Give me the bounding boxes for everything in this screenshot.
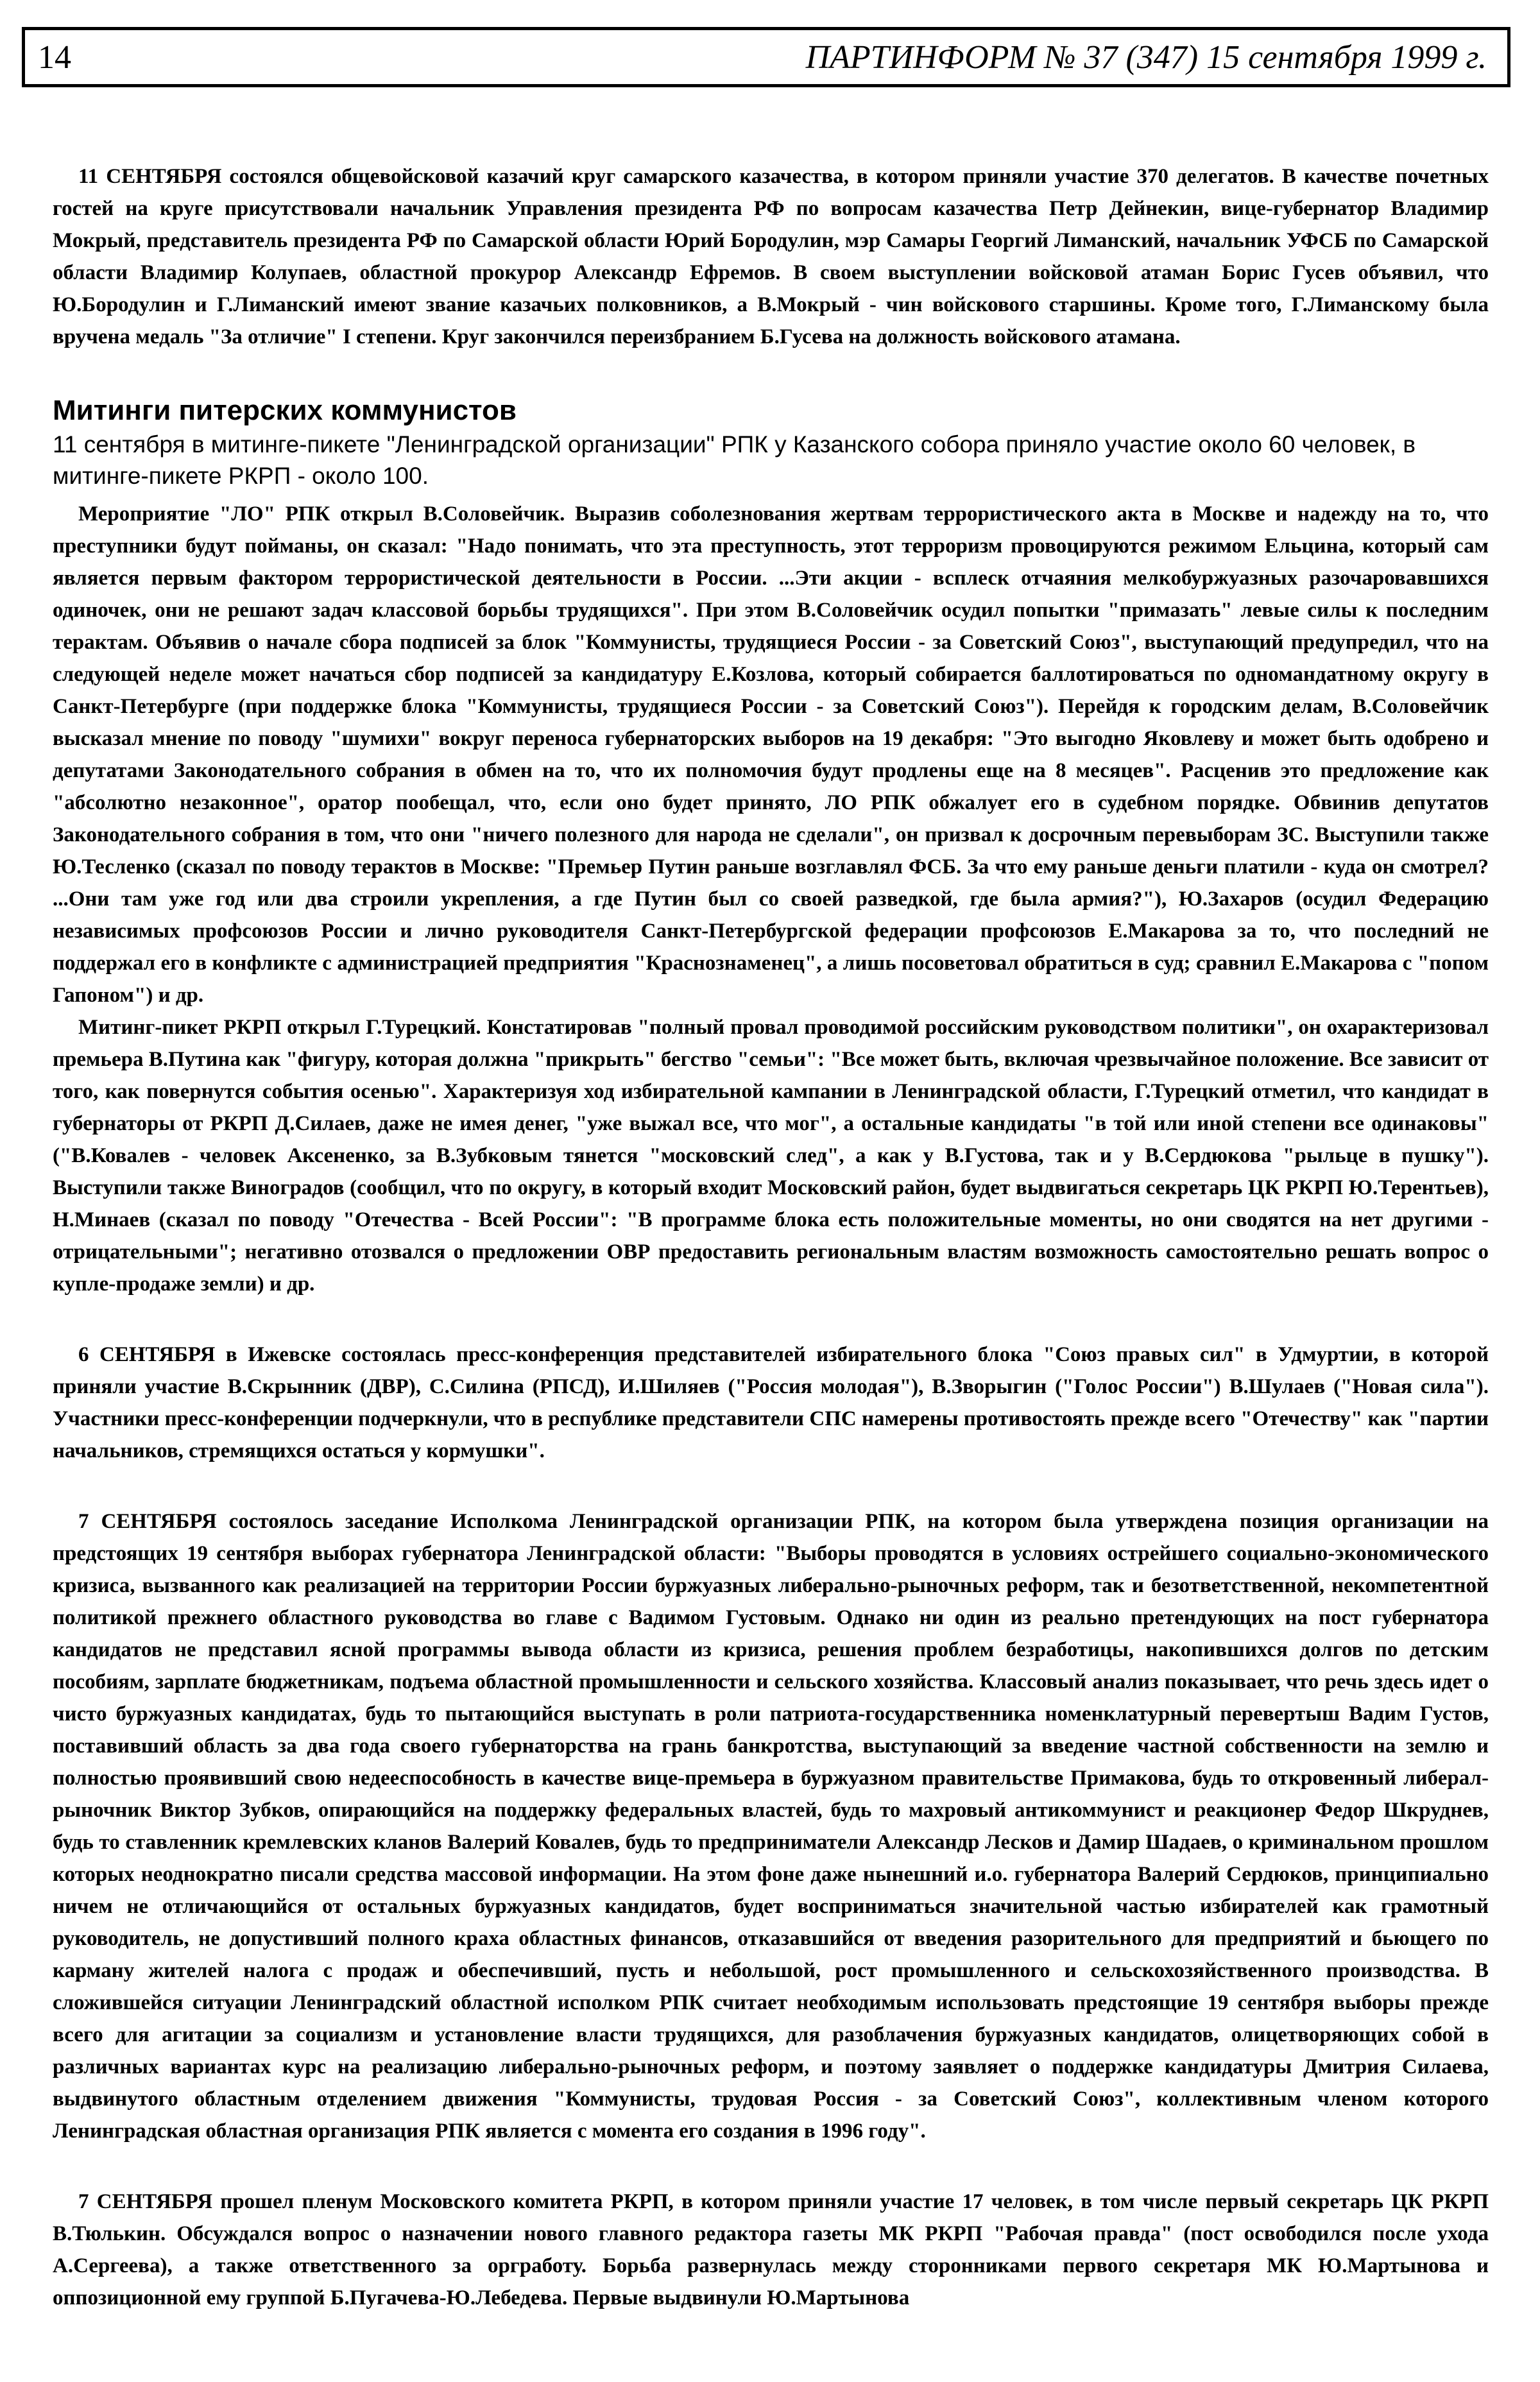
page-number: 14 <box>38 39 71 76</box>
article-ispolkom <box>53 1505 1489 2147</box>
article-date: 6 СЕНТЯБРЯ <box>78 1343 216 1366</box>
publication-title: ПАРТИНФОРМ № 37 (347) 15 сентября 1999 г. <box>805 39 1487 76</box>
spacer <box>53 1467 1489 1505</box>
newspaper-page <box>22 27 1510 2314</box>
article-text: состоялся общевойсковой казачий круг самарского казачества, в котором приняли участие 370 делегатов. В качестве почетных гостей на круге присутствовали начальник Управления президента РФ по вопросам казачества Петр Дейнекин, вице-губернатор Владимир Мокрый, представитель президента РФ по Самарской области Юрий Бородулин, мэр Самары Георгий Лиманский, начальник УФСБ по Самарской области Владимир Колупаев, областной прокурор Александр Ефремов. В своем выступлении войсковой атаман Борис Гусев объявил, что Ю.Бородулин и Г.Лиманский имеют звание казачьих полковников, а В.Мокрый - чин войскового старшины. Кроме того, Г.Лиманскому была вручена медаль "За отличие" I степени. Круг закончился переизбранием Б.Гусева на должность войскового атамана. <box>53 165 1489 348</box>
article-paragraph: Митинг-пикет РКРП открыл Г.Турецкий. Констатировав "полный провал проводимой российским руководством политики", он охарактеризовал премьера В.Путина как "фигуру, которая должна "прикрыть" бегство "семьи": "Все может быть, включая чрезвычайное положение. Все зависит от того, как повернутся события осенью". Характеризуя ход избирательной кампании в Ленинградской области, Г.Турецкий отметил, что кандидат в губернаторы от РКРП Д.Силаев, даже не имея денег, "уже выжал все, что мог", а остальные кандидаты "в той или иной степени все одинаковы" ("В.Ковалев - человек Аксененко, за В.Зубковым тянется "московский след", а как у В.Густова, так и у В.Сердюкова "рыльце в пушку"). Выступили также Виноградов (сообщил, что по округу, в который входит Московский район, будет выдвигаться секретарь ЦК РКРП Ю.Терентьев), Н.Минаев (сказал по поводу "Отечества - Всей России": "В программе блока есть положительные моменты, но они сводятся на нет другими - отрицательными"; негативно отозвался о предложении ОВР предоставить региональным властям возможность самостоятельно решать вопрос о купле-продаже земли) и др. <box>53 1016 1489 1296</box>
page-content <box>22 160 1510 2314</box>
article-text: прошел пленум Московского комитета РКРП, в котором приняли участие 17 человек, в том числе первый секретарь ЦК РКРП В.Тюлькин. Обсуждался вопрос о назначении нового главного редактора газеты МК РКРП "Рабочая правда" (пост освободился после ухода А.Сергеева), а также ответственного за оргработу. Борьба развернулась между сторонниками первого секретаря МК Ю.Мартынова и оппозиционной ему группой Б.Пугачева-Ю.Лебедева. Первые выдвинули Ю.Мартынова <box>53 2190 1489 2309</box>
spacer <box>53 1300 1489 1339</box>
article-text: состоялось заседание Исполкома Ленинградской организации РПК, на котором была утверждена позиция организации на предстоящих 19 сентября выборах губернатора Ленинградской области: "Выборы проводятся в условиях острейшего социально-экономического кризиса, вызванного как реализацией на территории России буржуазных либерально-рыночных реформ, так и безответственной, некомпетентной политикой прежнего областного руководства во главе с Вадимом Густовым. Однако ни один из реально претендующих на пост губернатора кандидатов не представил ясной программы вывода области из кризиса, решения проблем безработицы, накопившихся долгов по детским пособиям, зарплате бюджетникам, подъема областной промышленности и сельского хозяйства. Классовый анализ показывает, что речь здесь идет о чисто буржуазных кандидатах, будь то пытающийся выступать в роли патриота-государственника номенклатурный перевертыш Вадим Густов, поставивший область за два года своего губернаторства на грань банкротства, выступающий за введение частной собственности на землю и полностью проявивший свою недееспособность в качестве вице-премьера в буржуазном правительстве Примакова, будь то откровенный либерал-рыночник Виктор Зубков, опирающийся на поддержку федеральных властей, будь то махровый антикоммунист и реакционер Федор Шкруднев, будь то ставленник кремлевских кланов Валерий Ковалев, будь то предприниматели Александр Лесков и Дамир Шадаев, о криминальном прошлом которых неоднократно писали средства массовой информации. На этом фоне даже нынешний и.о. губернатора Валерий Сердюков, принципиально ничем не отличающийся от остальных буржуазных кандидатов, будет восприниматься значительной частью избирателей как грамотный руководитель, не допустивший полного краха областных финансов, отказавшийся от введения разорительного для предприятий и бьющего по карману жителей налога с продаж и обеспечивший, пусть и небольшой, рост промышленного и сельскохозяйственного производства. В сложившейся ситуации Ленинградский областной исполком РПК считает необходимым использовать предстоящие 19 сентября выборы прежде всего для агитации за социализм и установление власти трудящихся, для разоблачения буржуазных кандидатов, олицетворяющих собой в различных вариантах курс на реализацию либерально-рыночных реформ, и поэтому заявляет о поддержке кандидатуры Дмитрия Силаева, выдвинутого областным отделением движения "Коммунисты, трудовая Россия - за Советский Союз", коллективным членом которого Ленинградская областная организация РПК является с момента его создания в 1996 году". <box>53 1510 1489 2143</box>
page-header <box>22 27 1510 87</box>
article-paragraph: Мероприятие "ЛО" РПК открыл В.Соловейчик. Выразив соболезнования жертвам террористического акта в Москве и надежду на то, что преступники будут пойманы, он сказал: "Надо понимать, что эта преступность, этот терроризм провоцируются режимом Ельцина, который сам является первым фактором террористической деятельности в России. ...Эти акции - всплеск отчаяния мелкобуржуазных разочаровавшихся одиночек, они не решают задач классовой борьбы трудящихся". При этом В.Соловейчик осудил попытки "примазать" левые силы к последним терактам. Объявив о начале сбора подписей за блок "Коммунисты, трудящиеся России - за Советский Союз", выступающий предупредил, что на следующей неделе может начаться сбор подписей за кандидатуру Е.Козлова, который собирается баллотироваться по одномандатному округу в Санкт-Петербурге (при поддержке блока "Коммунисты, трудящиеся России - за Советский Союз"). Перейдя к городским делам, В.Соловейчик высказал мнение по поводу "шумихи" вокруг переноса губернаторских выборов на 19 декабря: "Это выгодно Яковлеву и может быть одобрено и депутатами Законодательного собрания в обмен на то, что их полномочия будут продлены еще на 8 месяцев". Расценив это предложение как "абсолютно незаконное", оратор пообещал, что, если оно будет принято, ЛО РПК обжалует его в судебном порядке. Обвинив депутатов Законодательного собрания в том, что они "ничего полезного для народа не сделали", он призвал к досрочным перевыборам ЗС. Выступили также Ю.Тесленко (сказал по поводу терактов в Москве: "Премьер Путин раньше возглавлял ФСБ. За что ему раньше деньги платили - куда он смотрел? ...Они там уже год или два строили укрепления, а где Путин был со своей разведкой, где была армия?"), Ю.Захаров (осудил Федерацию независимых профсоюзов России и лично руководителя Санкт-Петербургской федерации профсоюзов Е.Макарова за то, что последний не поддержал его в конфликте с администрацией предприятия "Краснознаменец", а лишь посоветовал обратиться в суд; сравнил Е.Макарова с "попом Гапоном") и др. <box>53 502 1489 1007</box>
section-lead: 11 сентября в митинге-пикете "Ленинградской организации" РПК у Казанского собора приняло участие около 60 человек, в митинге-пикете РКРП - около 100. <box>53 431 1416 489</box>
article-plenum <box>53 2186 1489 2314</box>
section-heading: Митинги питерских коммунистов <box>53 395 517 426</box>
article-date: 7 СЕНТЯБРЯ <box>78 2190 213 2213</box>
article-text: в Ижевске состоялась пресс-конференция представителей избирательного блока "Союз правых сил" в Удмуртии, в которой приняли участие В.Скрынник (ДВР), С.Силина (РПСД), И.Шиляев ("Россия молодая"), В.Зворыгин ("Голос России") В.Шулаев ("Новая сила"). Участники пресс-конференции подчеркнули, что в республике представители СПС намерены противостоять прежде всего "Отечеству" как "партии начальников, стремящихся остаться у кормушки". <box>53 1343 1489 1462</box>
article-date: 11 СЕНТЯБРЯ <box>78 165 222 188</box>
spacer <box>53 2147 1489 2186</box>
article-izhevsk <box>53 1339 1489 1467</box>
article-date: 7 СЕНТЯБРЯ <box>78 1510 217 1533</box>
article-kazachiy-krug <box>53 160 1489 353</box>
